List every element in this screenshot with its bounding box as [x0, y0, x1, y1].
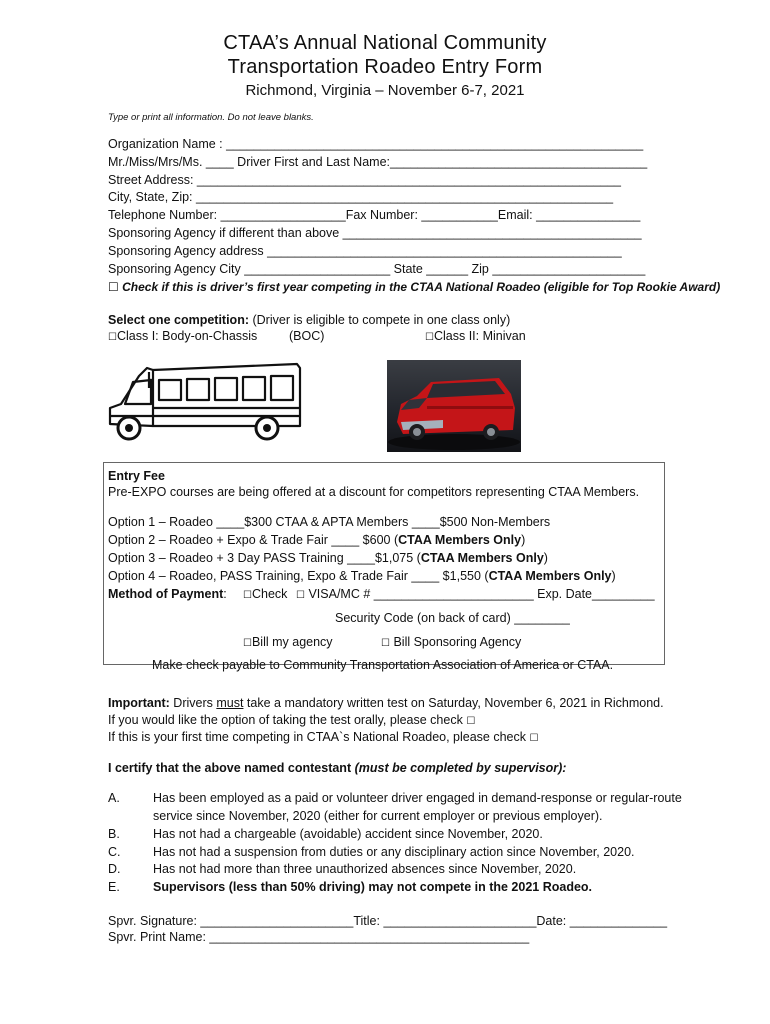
form-title-line2: Transportation Roadeo Entry Form — [227, 56, 543, 78]
certify-item-a: Has been employed as a paid or volunteer driver engaged in demand-response or regular-route — [153, 791, 682, 805]
fee-option-4-text: Option 4 – Roadeo, PASS Training, Expo & Trade Fair ____ $1,550 ( — [108, 569, 489, 583]
class2-option[interactable] — [425, 329, 526, 343]
competition-note: (Driver is eligible to compete in one class only) — [252, 313, 511, 327]
sponsoring-address-field[interactable]: Sponsoring Agency address ___________________________________________________ — [108, 244, 622, 258]
supervisor-signature-field[interactable]: Spvr. Signature: ______________________Title: ______________________Date: ______________ — [108, 914, 668, 928]
payment-method-heading: Method of Payment — [108, 587, 224, 601]
instructions: Type or print all information. Do not leave blanks. — [108, 112, 314, 123]
certify-item-d: Has not had more than three unauthorized absences since November, 2020. — [153, 862, 577, 876]
sponsoring-agency-field[interactable]: Sponsoring Agency if different than above ___________________________________________ — [108, 226, 642, 240]
certify-letter-a: A. — [108, 791, 120, 805]
certify-letter-b: B. — [108, 827, 120, 841]
bill-agency-checkbox[interactable]: ☐ — [243, 638, 252, 649]
fee-option-4[interactable] — [108, 569, 616, 583]
first-year-row — [108, 280, 720, 294]
oral-test-checkbox[interactable]: ☐ — [466, 716, 476, 727]
important-label: Important: — [108, 696, 170, 710]
minivan-photo — [387, 360, 521, 452]
certify-letter-e: E. — [108, 880, 120, 894]
telephone-fax-email-field[interactable]: Telephone Number: __________________Fax Number: ___________Email: _______________ — [108, 208, 641, 222]
pay-visa-option[interactable] — [296, 587, 655, 601]
pay-check-label: Check — [251, 587, 288, 601]
first-year-label: Check if this is driver’s first year competing in the CTAA National Roadeo (eligible for Top Rookie Award) — [122, 280, 721, 294]
security-code-field[interactable]: Security Code (on back of card) ________ — [335, 611, 570, 625]
certify-heading-row — [108, 761, 566, 775]
certify-letter-d: D. — [108, 862, 121, 876]
certify-letter-c: C. — [108, 845, 121, 859]
oral-test-label: If you would like the option of taking the test orally, please check — [108, 713, 463, 727]
bill-agency-option[interactable] — [243, 635, 333, 649]
bus-illustration — [107, 360, 305, 442]
payment-method-label: Method of Payment: — [108, 587, 227, 601]
pay-check-option[interactable] — [243, 587, 287, 601]
form-title-line1: CTAA’s Annual National Community — [223, 32, 547, 54]
payable-note: Make check payable to Community Transportation Association of America or CTAA. — [152, 658, 614, 672]
close-paren: ) — [611, 569, 616, 583]
must-text: must — [216, 696, 244, 710]
certify-heading: I certify that the above named contestant — [108, 761, 352, 775]
class2-checkbox[interactable]: ☐ — [425, 332, 434, 343]
class2-label: Class II: Minivan — [433, 329, 526, 343]
certify-item-b: Has not had a chargeable (avoidable) accident since November, 2020. — [153, 827, 543, 841]
members-only-label: CTAA Members Only — [488, 569, 612, 583]
pay-visa-checkbox[interactable]: ☐ — [296, 590, 305, 601]
pay-visa-field[interactable]: VISA/MC # _______________________ Exp. Date_________ — [308, 587, 655, 601]
certify-item-a-cont: service since November, 2020 (either for current employer or previous employer). — [153, 809, 603, 823]
bill-sponsor-label: Bill Sponsoring Agency — [393, 635, 522, 649]
certify-item-e: Supervisors (less than 50% driving) may not compete in the 2021 Roadeo. — [153, 880, 593, 894]
bill-sponsor-option[interactable] — [381, 635, 521, 649]
oral-test-row — [108, 713, 475, 727]
supervisor-print-name-field[interactable]: Spvr. Print Name: ______________________________________________ — [108, 930, 530, 944]
fee-option-3[interactable] — [108, 551, 548, 565]
first-time-label: If this is your first time competing in CTAA`s National Roadeo, please check — [108, 730, 526, 744]
form-subtitle: Richmond, Virginia – November 6-7, 2021 — [245, 82, 525, 99]
class1-boc-label: (BOC) — [289, 329, 325, 343]
city-state-zip-field[interactable]: City, State, Zip: ____________________________________________________________ — [108, 190, 614, 204]
class1-checkbox[interactable]: ☐ — [108, 332, 117, 343]
class1-option[interactable] — [108, 329, 257, 343]
fee-option-2-text: Option 2 – Roadeo + Expo & Trade Fair ____ $600 ( — [108, 533, 399, 547]
first-year-checkbox[interactable]: ☐ — [108, 280, 119, 294]
fee-option-2[interactable] — [108, 533, 525, 547]
driver-name-field[interactable]: Mr./Miss/Mrs/Ms. ____ Driver First and Last Name:_____________________________________ — [108, 155, 648, 169]
entry-fee-heading: Entry Fee — [108, 469, 165, 483]
close-paren: ) — [521, 533, 526, 547]
close-paren: ) — [543, 551, 548, 565]
organization-name-field[interactable]: Organization Name : ____________________________________________________________ — [108, 137, 644, 151]
members-only-label: CTAA Members Only — [398, 533, 522, 547]
bill-sponsor-checkbox[interactable]: ☐ — [381, 638, 390, 649]
competition-heading: Select one competition: — [108, 313, 249, 327]
class1-label: Class I: Body-on-Chassis — [116, 329, 258, 343]
sponsoring-city-field[interactable]: Sponsoring Agency City _____________________ State ______ Zip ______________________ — [108, 262, 646, 276]
important-line1: Important: Drivers must take a mandatory written test on Saturday, November 6, 2021 in Richmond. — [108, 696, 664, 710]
pay-check-checkbox[interactable]: ☐ — [243, 590, 252, 601]
entry-fee-intro: Pre-EXPO courses are being offered at a discount for competitors representing CTAA Members. — [108, 485, 640, 499]
certify-heading-italic: (must be completed by supervisor): — [354, 761, 567, 775]
fee-option-3-text: Option 3 – Roadeo + 3 Day PASS Training ____$1,075 ( — [108, 551, 421, 565]
members-only-label: CTAA Members Only — [420, 551, 544, 565]
first-time-checkbox[interactable]: ☐ — [529, 733, 539, 744]
bill-agency-label: Bill my agency — [251, 635, 333, 649]
fee-option-1[interactable]: Option 1 – Roadeo ____$300 CTAA & APTA Members ____$500 Non-Members — [108, 515, 551, 529]
competition-row — [108, 313, 510, 327]
certify-item-c: Has not had a suspension from duties or any disciplinary action since November, 2020. — [153, 845, 635, 859]
first-time-row — [108, 730, 538, 744]
street-address-field[interactable]: Street Address: _____________________________________________________________ — [108, 173, 622, 187]
